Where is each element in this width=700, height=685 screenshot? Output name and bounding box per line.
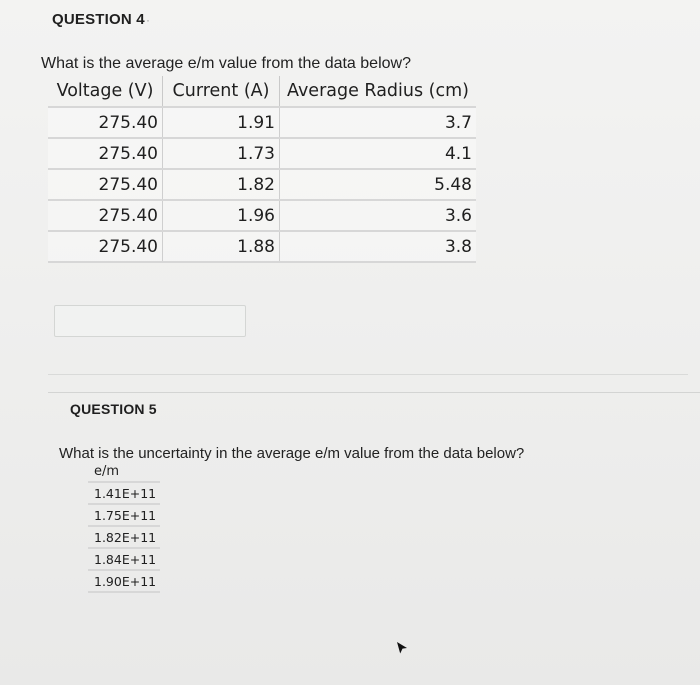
table-header-row [48,76,476,107]
mouse-pointer-icon [396,641,408,655]
em-value-cell: 1.84E+11 [88,548,160,570]
table-row [48,200,476,231]
question-divider [48,374,688,375]
column-header-voltage: Voltage (V) [48,76,163,107]
voltage-cell: 275.40 [48,107,163,138]
column-header-average-radius: Average Radius (cm) [287,81,469,101]
question-4-data-table [48,76,476,263]
table-row [48,138,476,169]
question-4-prompt: What is the average e/m value from the data below? [41,55,411,72]
question-5-title: QUESTION 5 [70,401,157,417]
question-4-answer-field[interactable] [54,305,246,337]
question-4-title: QUESTION 4 [52,11,145,28]
table-row [48,107,476,138]
radius-cell: 3.8 [280,231,477,262]
question-5-data-table [88,462,160,593]
current-cell: 1.96 [163,200,280,231]
table-row [88,504,160,526]
column-header-current: Current (A) [163,76,280,107]
em-value-cell: 1.90E+11 [88,570,160,592]
table-row [88,526,160,548]
table-row [88,482,160,504]
radius-cell: 3.7 [280,107,477,138]
current-cell: 1.91 [163,107,280,138]
table-row [88,548,160,570]
table-row [88,570,160,592]
current-cell: 1.88 [163,231,280,262]
table-header-row [88,462,160,482]
radius-cell: 5.48 [280,169,477,200]
table-row [48,169,476,200]
question-4-title-marker: · [146,13,150,27]
em-value-cell: 1.41E+11 [88,482,160,504]
radius-cell: 4.1 [280,138,477,169]
voltage-cell: 275.40 [48,138,163,169]
em-value-cell: 1.75E+11 [88,504,160,526]
current-cell: 1.82 [163,169,280,200]
voltage-cell: 275.40 [48,231,163,262]
radius-cell: 3.6 [280,200,477,231]
question-5-prompt: What is the uncertainty in the average e/m value from the data below? [59,445,525,462]
question-divider [48,392,700,393]
em-value-cell: 1.82E+11 [88,526,160,548]
current-cell: 1.73 [163,138,280,169]
table-row [48,231,476,262]
voltage-cell: 275.40 [48,169,163,200]
column-header-em: e/m [94,464,120,479]
voltage-cell: 275.40 [48,200,163,231]
